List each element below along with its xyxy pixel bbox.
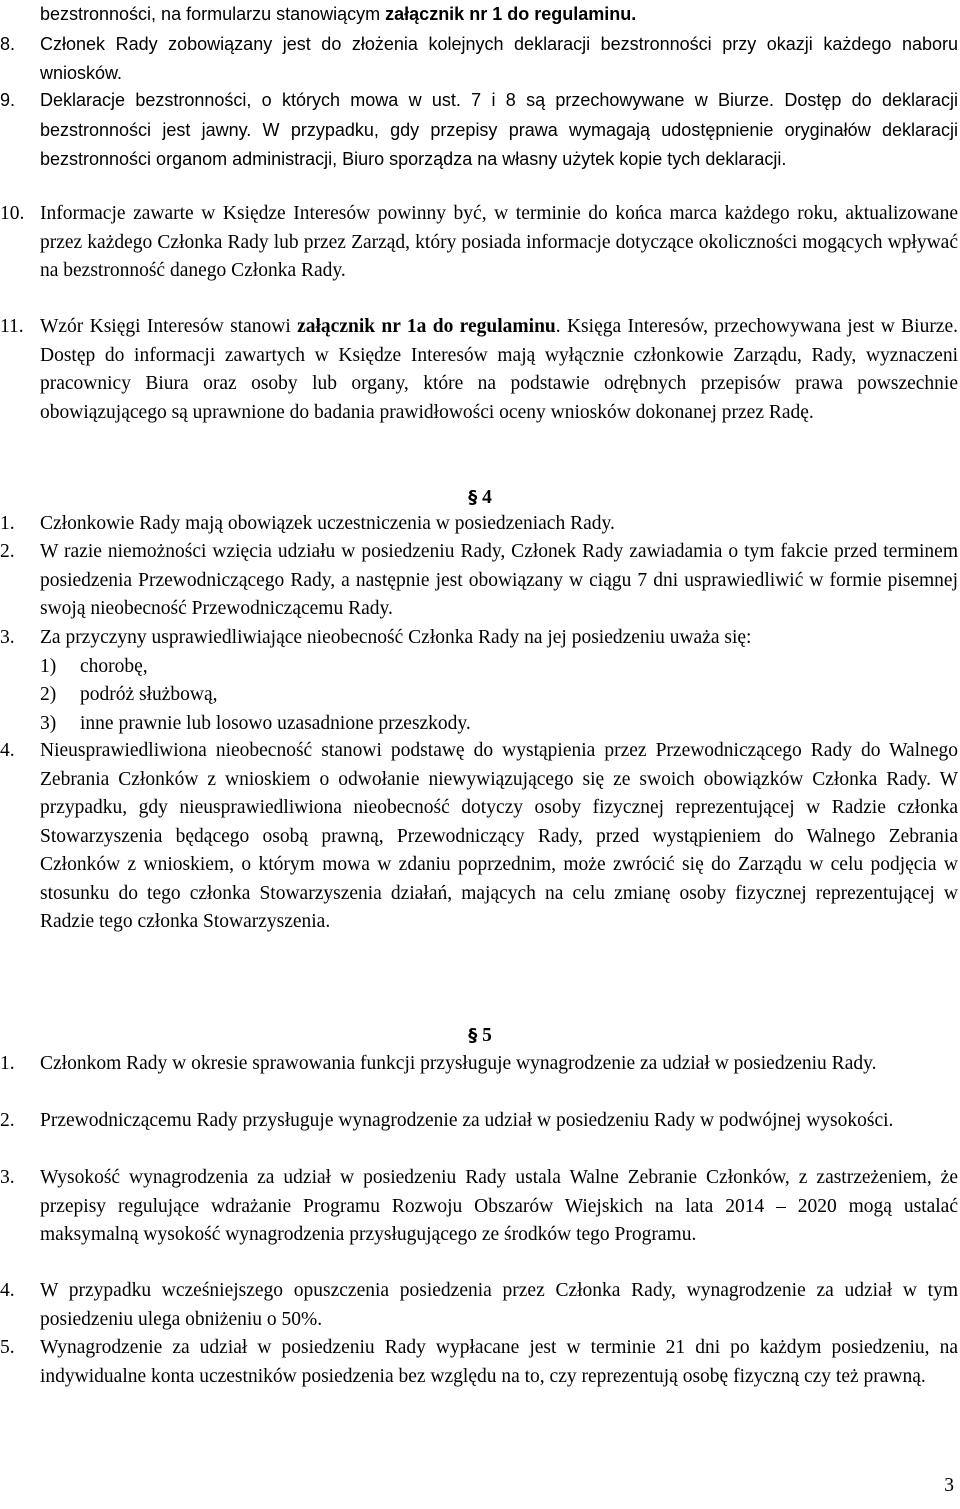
list-item: 3) inne prawnie lub losowo uzasadnione przeszkody. [40,712,471,734]
section-symbol: § [468,1025,478,1046]
section-heading-5: § 5 [468,1025,492,1046]
sec5-paragraph-5: 5. Wynagrodzenie za udział w posiedzeniu Rady wypłacane jest w terminie 21 dni po każdym posiedzeniu, na indywidualne konta uczestników posiedzenia bez względu na to, czy reprezentują osobę fizyczną czy też prawną. [0,1337,958,1387]
attachment-reference: załącznik nr 1a do regulaminu [297,316,556,337]
sec4-paragraph-3: 3. Za przyczyny usprawiedliwiające nieobecność Członka Rady na jej posiedzeniu uważa się: 1) chorobę, 2) podróż służbową, 3) inne prawnie lub losowo uzasadnione przeszkody. [0,624,960,738]
paragraph-9: 9. Deklaracje bezstronności, o których mowa w ust. 7 i 8 są przechowywane w Biurze. Dostęp do deklaracji bezstronności jest jawny. W przypadku, gdy przepisy prawa wymagają udostępnienie oryginałów deklaracji bezstronności organom administracji, Biuro sporządza na własny użytek kopie tych deklaracji. [0,90,958,169]
paragraph-10: 10. Informacje zawarte w Księdze Interesów powinny być, w terminie do końca marca każdego roku, aktualizowane przez każdego Członka Rady lub przez Zarząd, który posiada informacje dotyczące okoliczności mogących wpływać na bezstronność danego Członka Rady. [0,203,958,281]
paragraph-11: 11. Wzór Księgi Interesów stanowi załącznik nr 1a do regulaminu. Księga Interesów, przechowywana jest w Biurze. Dostęp do informacji zawartych w Księdze Interesów mają wyłącznie członkowie Zarządu, Rady, wyznaczeni pracownicy Biura oraz osoby lub organy, które na podstawie odrębnych przepisów prawa powszechnie obowiązującego są uprawnione do badania prawidłowości oceny wniosków dokonanej przez Radę. [0,316,958,423]
list-item: 1) chorobę, [40,655,148,677]
attachment-reference: załącznik nr 1 do regulaminu. [385,4,637,24]
sec4-paragraph-2: 2. W razie niemożności wzięcia udziału w posiedzeniu Rady, Członek Rady zawiadamia o tym fakcie przed terminem posiedzenia Przewodniczącego Rady, a następnie jest obowiązany w ciągu 7 dni usprawiedliwić w formie pisemnej swoją nieobecność Przewodniczącemu Rady. [0,541,958,619]
sec5-paragraph-2: 2. Przewodniczącemu Rady przysługuje wynagrodzenie za udział w posiedzeniu Rady w podwójnej wysokości. [0,1110,894,1131]
sec5-paragraph-1: 1. Członkom Rady w okresie sprawowania funkcji przysługuje wynagrodzenie za udział w posiedzeniu Rady. [0,1053,877,1074]
sec5-paragraph-3: 3. Wysokość wynagrodzenia za udział w posiedzeniu Rady ustala Walne Zebranie Członków, z zastrzeżeniem, że przepisy regulujące wdrażanie Programu Rozwoju Obszarów Wiejskich na lata 2014 – 2020 mogą ustalać maksymalną wysokość wynagrodzenia przysługującego ze środków tego Programu. [0,1167,958,1245]
section-symbol: § [468,487,478,508]
paragraph-8: 8. Członek Rady zobowiązany jest do złożenia kolejnych deklaracji bezstronności przy okazji każdego naboru wniosków. [0,34,958,83]
page-number: 3 [944,1475,954,1496]
sec5-paragraph-4: 4. W przypadku wcześniejszego opuszczenia posiedzenia przez Członka Rady, wynagrodzenie za udział w tym posiedzeniu ulega obniżeniu o 50%. [0,1280,958,1330]
sec4-paragraph-4: 4. Nieusprawiedliwiona nieobecność stanowi podstawę do wystąpienia przez Przewodniczącego Rady do Walnego Zebrania Członków z wnioskiem o odwołanie niewywiązującego się ze swoich obowiązków Członka Rady. W przypadku, gdy nieusprawiedliwiona nieobecność dotyczy osoby fizycznej reprezentującej w Radzie członka Stowarzyszenia będącego osobą prawną, Przewodniczący Rady, przed wystąpieniem do Walnego Zebrania Członków z wnioskiem, o którym mowa w zdaniu poprzednim, może zwrócić się do Zarządu w celu podjęcia w stosunku do tego członka Stowarzyszenia działań, mających na celu zmianę osoby fizycznej reprezentującej w Radzie tego członka Stowarzyszenia. [0,740,958,932]
list-item: 2) podróż służbową, [40,684,218,705]
section-heading-4: § 4 [468,487,492,508]
sec4-paragraph-1: 1. Członkowie Rady mają obowiązek uczestniczenia w posiedzeniach Rady. [0,513,615,534]
continued-paragraph: bezstronności, na formularzu stanowiącym załącznik nr 1 do regulaminu. [40,4,637,24]
